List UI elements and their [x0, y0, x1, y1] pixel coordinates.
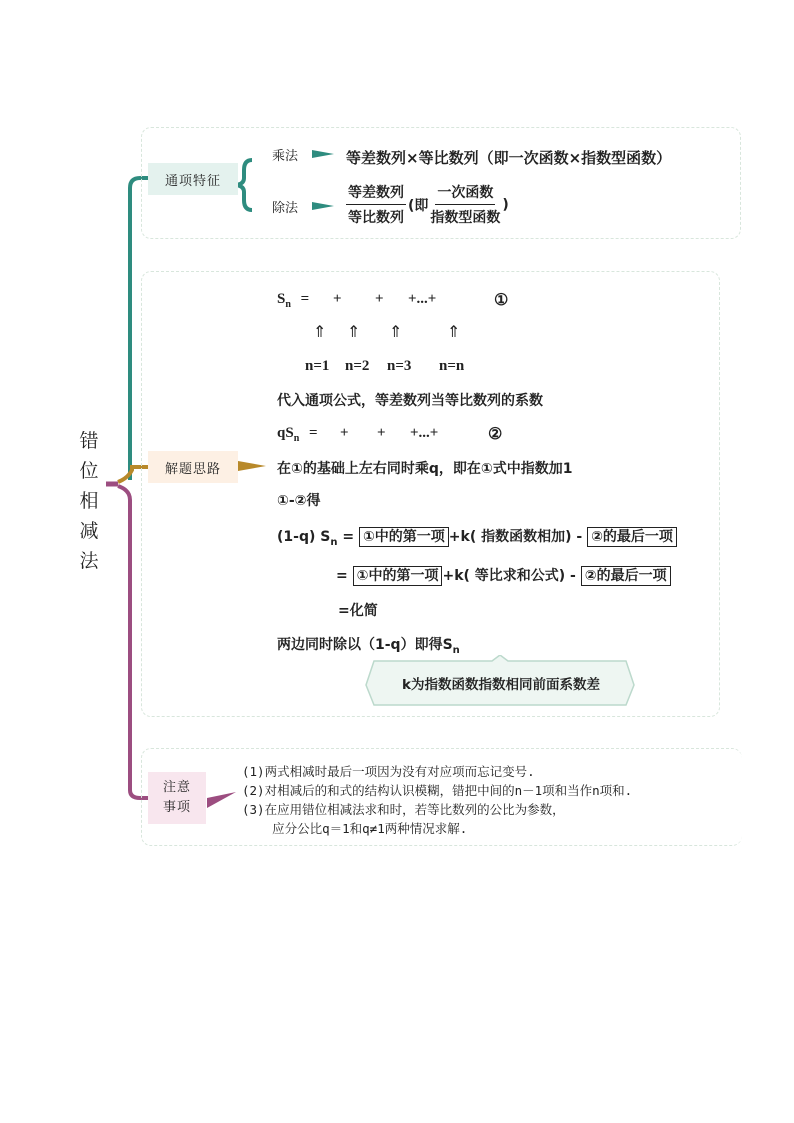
step2-box1: ①中的第一项 [353, 566, 443, 586]
fraction-2-denominator: 指数型函数 [430, 210, 501, 226]
qsn-sub: n [293, 433, 300, 444]
sn-eq: = [300, 291, 310, 307]
multiply-label: 乘法 [272, 149, 299, 164]
sn-line [277, 291, 309, 310]
step1-box1: ①中的第一项 [359, 527, 449, 547]
step1-sub: n [330, 536, 338, 548]
arrow-2-icon: ⇑ [347, 324, 361, 341]
n-value-3: n=3 [387, 358, 412, 374]
step2-mid: +k( 等比求和公式) - [442, 568, 576, 584]
callout-text: k为指数函数指数相同前面系数差 [402, 677, 600, 693]
step2-line [336, 565, 671, 585]
sn-lhs: S [277, 291, 286, 307]
fraction-1-denominator: 等比数列 [348, 210, 404, 226]
fraction-2-numerator: 一次函数 [435, 182, 495, 205]
note-item-2: (2)对相减后的和式的结构认识模糊，错把中间的n－1项和当作n项和. [242, 783, 633, 798]
tag-general-term: 通项特征 [148, 163, 238, 195]
root-title: 错位相减法 [79, 430, 99, 572]
sn-plus-2: + [375, 291, 384, 307]
step1-eq: = [342, 529, 355, 545]
fraction-1-numerator: 等差数列 [346, 182, 406, 205]
divide-open: (即 [408, 197, 429, 214]
qsn-plus-1: + [340, 425, 349, 441]
tag-notes-line2: 事项 [162, 800, 191, 815]
qsn-lhs: qS [277, 425, 294, 441]
step2-eq: = [336, 568, 348, 584]
final-line [277, 634, 460, 656]
qsn-plus-3: +...+ [410, 425, 439, 441]
step2-box2: ②的最后一项 [581, 566, 671, 586]
sn-sub: n [285, 299, 291, 310]
arrow-3-icon: ⇑ [389, 324, 403, 341]
tag-notes [148, 772, 206, 824]
tag-method: 解题思路 [148, 451, 238, 483]
divide-label: 除法 [272, 201, 299, 216]
difference-text: ①-②得 [277, 493, 321, 509]
fraction-2 [428, 182, 502, 227]
step1-lhs: (1-q) S [277, 529, 331, 545]
fraction-1 [346, 182, 406, 227]
step1-line [277, 526, 677, 548]
final-sub: n [452, 644, 460, 656]
n-value-4: n=n [439, 358, 465, 374]
multiply-q-text: 在①的基础上左右同时乘q，即在①式中指数加1 [277, 461, 573, 477]
divide-formula [346, 182, 509, 227]
note-item-4: 应分公比q＝1和q≠1两种情况求解. [242, 821, 468, 836]
arrow-1-icon: ⇑ [313, 324, 327, 341]
step3-text: =化简 [338, 603, 378, 619]
final-text: 两边同时除以（1-q）即得S [277, 637, 453, 653]
n-value-2: n=2 [345, 358, 370, 374]
step1-mid: +k( 指数函数相加) - [448, 529, 583, 545]
step1-box2: ②的最后一项 [587, 527, 677, 547]
qsn-eq: = [309, 425, 318, 441]
tag-notes-line1: 注意 [162, 780, 191, 795]
sn-plus-1: + [333, 291, 342, 307]
qsn-plus-2: + [377, 425, 386, 441]
note-item-3: (3)在应用错位相减法求和时，若等比数列的公比为参数， [242, 802, 565, 817]
n-value-1: n=1 [305, 358, 330, 374]
divide-close: ) [502, 196, 509, 213]
sn-plus-3: +...+ [408, 291, 437, 307]
note-item-1: (1)两式相减时最后一项因为没有对应项而忘记变号. [242, 764, 535, 779]
qsn-mark: ② [488, 426, 503, 443]
substitute-text: 代入通项公式，等差数列当等比数列的系数 [277, 393, 543, 409]
multiply-formula: 等差数列×等比数列（即一次函数×指数型函数） [346, 149, 672, 167]
qsn-line [277, 425, 318, 444]
arrow-4-icon: ⇑ [447, 324, 461, 341]
sn-mark: ① [494, 292, 509, 309]
